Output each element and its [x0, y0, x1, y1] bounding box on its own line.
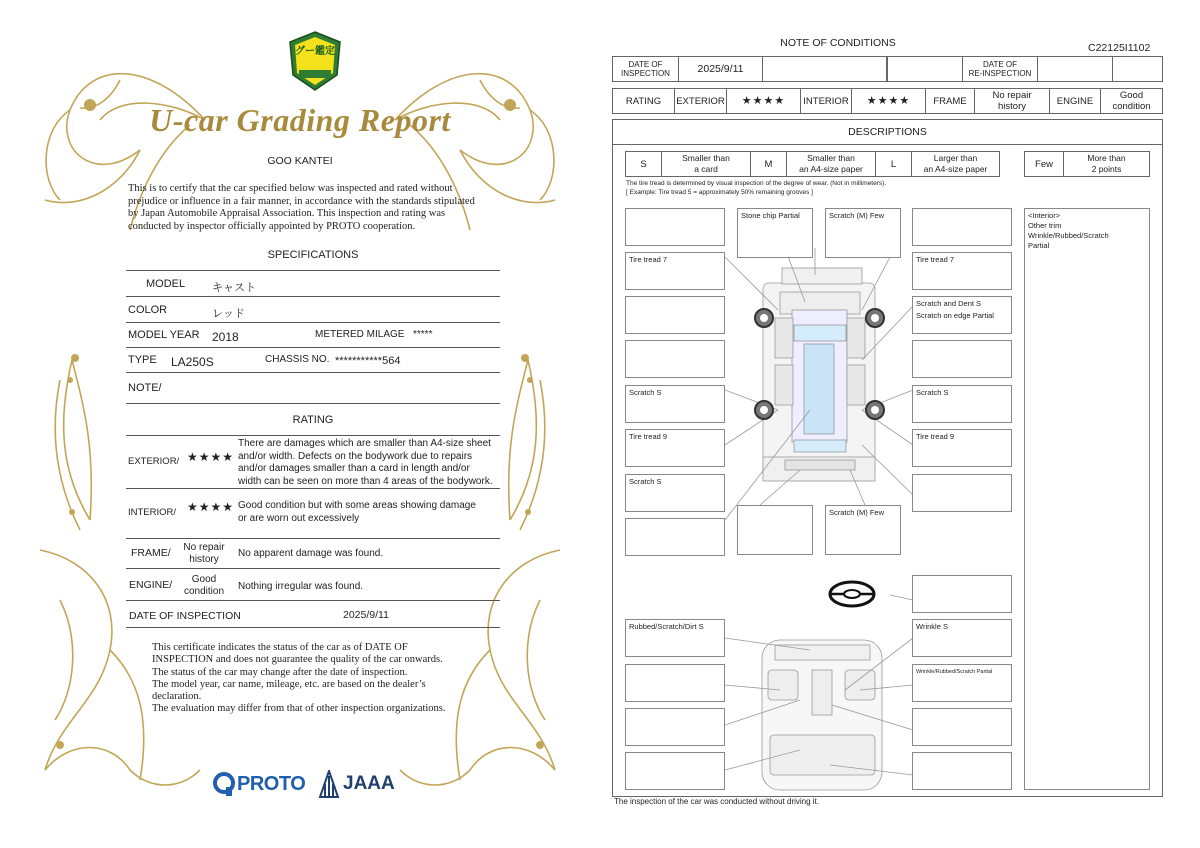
frame-value: [176, 542, 232, 566]
note-box: [625, 518, 725, 556]
note-box-scratch-right: Scratch S: [912, 385, 1012, 423]
divider: [126, 538, 500, 539]
note-box-wrinkle: Wrinkle S: [912, 619, 1012, 657]
frame-description: No apparent damage was found.: [238, 548, 384, 559]
note-box-tire-front-right: Tire tread 7: [912, 252, 1012, 290]
note-box-scratch-m-bottom: Scratch (M) Few: [825, 505, 901, 555]
note-box: [912, 208, 1012, 246]
divider: [126, 270, 500, 271]
footer-line: INSPECTION and does not guarantee the quality of the car onwards.: [152, 654, 443, 666]
note-box: [625, 296, 725, 334]
metered-milage-value: *****: [413, 329, 433, 340]
footer-line: The evaluation may differ from that of other inspection organizations.: [152, 703, 446, 715]
divider: [126, 568, 500, 569]
note-line: <Interior>: [1028, 211, 1061, 220]
legend-line: More than: [1087, 153, 1126, 163]
value-line: condition: [1112, 101, 1151, 112]
chassis-value: ***********564: [335, 355, 401, 367]
model-label: MODEL: [146, 278, 186, 290]
note-box: [912, 340, 1012, 378]
divider: [126, 488, 500, 489]
report-subtitle: GOO KANTEI: [267, 155, 333, 167]
note-line: Other trim: [1028, 221, 1062, 230]
legend-line: a card: [694, 164, 718, 174]
chassis-label: CHASSIS NO.: [265, 354, 330, 365]
footer-line: This certificate indicates the status of the car as of DATE OF: [152, 642, 408, 653]
legend-line: Smaller than: [682, 153, 730, 163]
intro-line: prejudice or influence in a fair manner, in accordance with the standards stipulated: [128, 195, 475, 207]
note-box-scratch-left: Scratch S: [625, 385, 725, 423]
note-line: Scratch on edge Partial: [916, 311, 994, 320]
value-line: No repair: [992, 90, 1032, 101]
note-box-tire-rear-right: Tire tread 9: [912, 429, 1012, 467]
exterior-stars: ★★★★: [187, 450, 235, 464]
footer-line: declaration.: [152, 691, 202, 703]
certificate-intro: [128, 183, 508, 233]
note-of-conditions: [600, 0, 1200, 848]
legend-m: M: [750, 151, 787, 177]
divider: [126, 372, 500, 373]
exterior-label: EXTERIOR: [674, 88, 727, 114]
metered-milage-label: METERED MILAGE: [315, 329, 405, 340]
desc-line: There are damages which are smaller than A4-size sheet: [238, 438, 491, 449]
interior-label: INTERIOR: [800, 88, 852, 114]
desc-line: or are worn out excessively: [238, 512, 360, 524]
interior-stars: ★★★★: [187, 500, 235, 514]
badge-text: グー鑑定: [295, 46, 335, 57]
note-box: [912, 575, 1012, 613]
legend-few: Few: [1024, 151, 1064, 177]
desc-line: Good condition but with some areas showing damage: [238, 500, 476, 511]
note-box-tire-rear-left: Tire tread 9: [625, 429, 725, 467]
note-line: Scratch and Dent S: [916, 299, 982, 308]
legend-s: S: [625, 151, 662, 177]
note-box-wrinkle-rubbed-scratch: Wrinkle/Rubbed/Scratch Partial: [912, 664, 1012, 702]
engine-value-line: condition: [183, 586, 225, 597]
engine-value: [176, 574, 232, 598]
color-value: レッド: [212, 308, 245, 320]
certificate-footer: [152, 642, 492, 716]
note-box: [737, 505, 813, 555]
footer-line: The status of the car may change after the date of inspection.: [152, 666, 408, 678]
note-box: [912, 752, 1012, 790]
divider: [126, 435, 500, 436]
value-line: history: [998, 101, 1026, 112]
proto-logo-text: PROTO: [237, 772, 306, 795]
note-box: [625, 752, 725, 790]
proto-logo: [212, 768, 305, 800]
legend-line: an A4-size paper: [923, 164, 988, 174]
intro-line: This is to certify that the car specified below was inspected and rated without: [128, 183, 453, 194]
desc-line: and/or damages smaller than a card in length and/or: [238, 463, 470, 474]
descriptions-heading: DESCRIPTIONS: [612, 119, 1163, 145]
note-box-scratch-left-lower: Scratch S: [625, 474, 725, 512]
note-box-rubbed-scratch-dirt: Rubbed/Scratch/Dirt S: [625, 619, 725, 657]
exterior-stars: ★★★★: [726, 88, 801, 114]
specifications-heading: SPECIFICATIONS: [267, 249, 359, 261]
color-label: COLOR: [128, 304, 168, 316]
date-of-inspection-label: DATE OF INSPECTION: [129, 610, 241, 622]
jaaa-logo-text: JAAA: [343, 773, 395, 794]
jaaa-mark-icon: [318, 770, 340, 798]
rating-label: RATING: [612, 88, 675, 114]
model-value: キャスト: [212, 282, 256, 294]
intro-line: conducted by inspector officially appointed by PROTO cooperation.: [128, 220, 416, 232]
note-title: NOTE OF CONDITIONS: [780, 37, 896, 49]
frame-value-line: history: [189, 554, 219, 565]
date-of-inspection-value: 2025/9/11: [343, 609, 389, 621]
jaaa-logo: [318, 768, 395, 800]
model-year-value: 2018: [212, 330, 239, 344]
exterior-description: [238, 438, 493, 488]
exterior-label: EXTERIOR/: [128, 456, 180, 467]
interior-stars: ★★★★: [851, 88, 926, 114]
legend-l: L: [875, 151, 912, 177]
goo-kantei-badge: [287, 30, 343, 92]
frame-label: FRAME/: [131, 547, 171, 559]
note-box-stone-chip: Stone chip Partial: [737, 208, 813, 258]
interior-description: [238, 500, 476, 525]
report-code: C22125I1102: [1088, 42, 1151, 54]
note-label: NOTE/: [128, 382, 162, 394]
divider: [126, 322, 500, 323]
engine-label: ENGINE: [1049, 88, 1101, 114]
engine-label: ENGINE/: [129, 579, 173, 591]
value-line: Good: [1119, 90, 1144, 101]
intro-line: by Japan Automobile Appraisal Association. This inspection and rating was: [128, 208, 446, 219]
note-box-interior: [1024, 208, 1150, 790]
note-box-scratch-m-top: Scratch (M) Few: [825, 208, 901, 258]
frame-label: FRAME: [925, 88, 975, 114]
tire-note-line: [ Example: Tire tread 5 = approximately 50% remaining grooves ]: [626, 188, 813, 196]
header-line: RE-INSPECTION: [968, 69, 1032, 78]
note-box: [625, 664, 725, 702]
inspection-date-value: 2025/9/11: [678, 56, 763, 82]
rating-heading: RATING: [292, 414, 334, 426]
note-line: Wrinkle/Rubbed/Scratch: [1028, 231, 1109, 240]
note-box: [625, 208, 725, 246]
note-box: [912, 708, 1012, 746]
header-line: INSPECTION: [621, 69, 670, 78]
divider: [126, 627, 500, 628]
inspection-footer-note: The inspection of the car was conducted without driving it.: [614, 797, 819, 806]
type-value: LA250S: [171, 355, 214, 369]
report-title: U-car Grading Report: [149, 102, 451, 138]
type-label: TYPE: [128, 354, 157, 366]
interior-label: INTERIOR/: [128, 507, 177, 518]
engine-description: Nothing irregular was found.: [238, 581, 364, 592]
divider: [126, 403, 500, 404]
footer-line: The model year, car name, mileage, etc. are based on the dealer’s: [152, 678, 426, 690]
header-line: DATE OF: [982, 59, 1018, 69]
legend-line: 2 points: [1091, 164, 1122, 174]
model-year-label: MODEL YEAR: [128, 329, 200, 341]
frame-value-line: No repair: [183, 542, 225, 553]
note-line: Partial: [1028, 241, 1050, 250]
desc-line: and/or width. Defects on the bodywork due to repairs: [238, 450, 473, 462]
header-line: DATE OF: [628, 59, 663, 69]
shield-icon: [287, 30, 343, 92]
note-box: [625, 708, 725, 746]
tire-note-line: The tire tread is determined by visual inspection of the degree of wear. (Not in millimeters).: [626, 180, 887, 187]
divider: [126, 296, 500, 297]
divider: [126, 600, 500, 601]
proto-mark-icon: [212, 771, 236, 797]
legend-line: Larger than: [933, 153, 978, 163]
legend-line: an A4-size paper: [799, 164, 863, 174]
note-box: [912, 474, 1012, 512]
divider: [126, 347, 500, 348]
legend-line: Smaller than: [807, 153, 855, 163]
note-box-scratch-dent: [912, 296, 1012, 334]
desc-line: width can be seen on more than 4 areas of the bodywork.: [238, 475, 493, 487]
note-box: [625, 340, 725, 378]
note-box-tire-front-left: Tire tread 7: [625, 252, 725, 290]
steering-wheel-icon: [830, 582, 874, 606]
engine-value-line: Good: [191, 574, 217, 585]
